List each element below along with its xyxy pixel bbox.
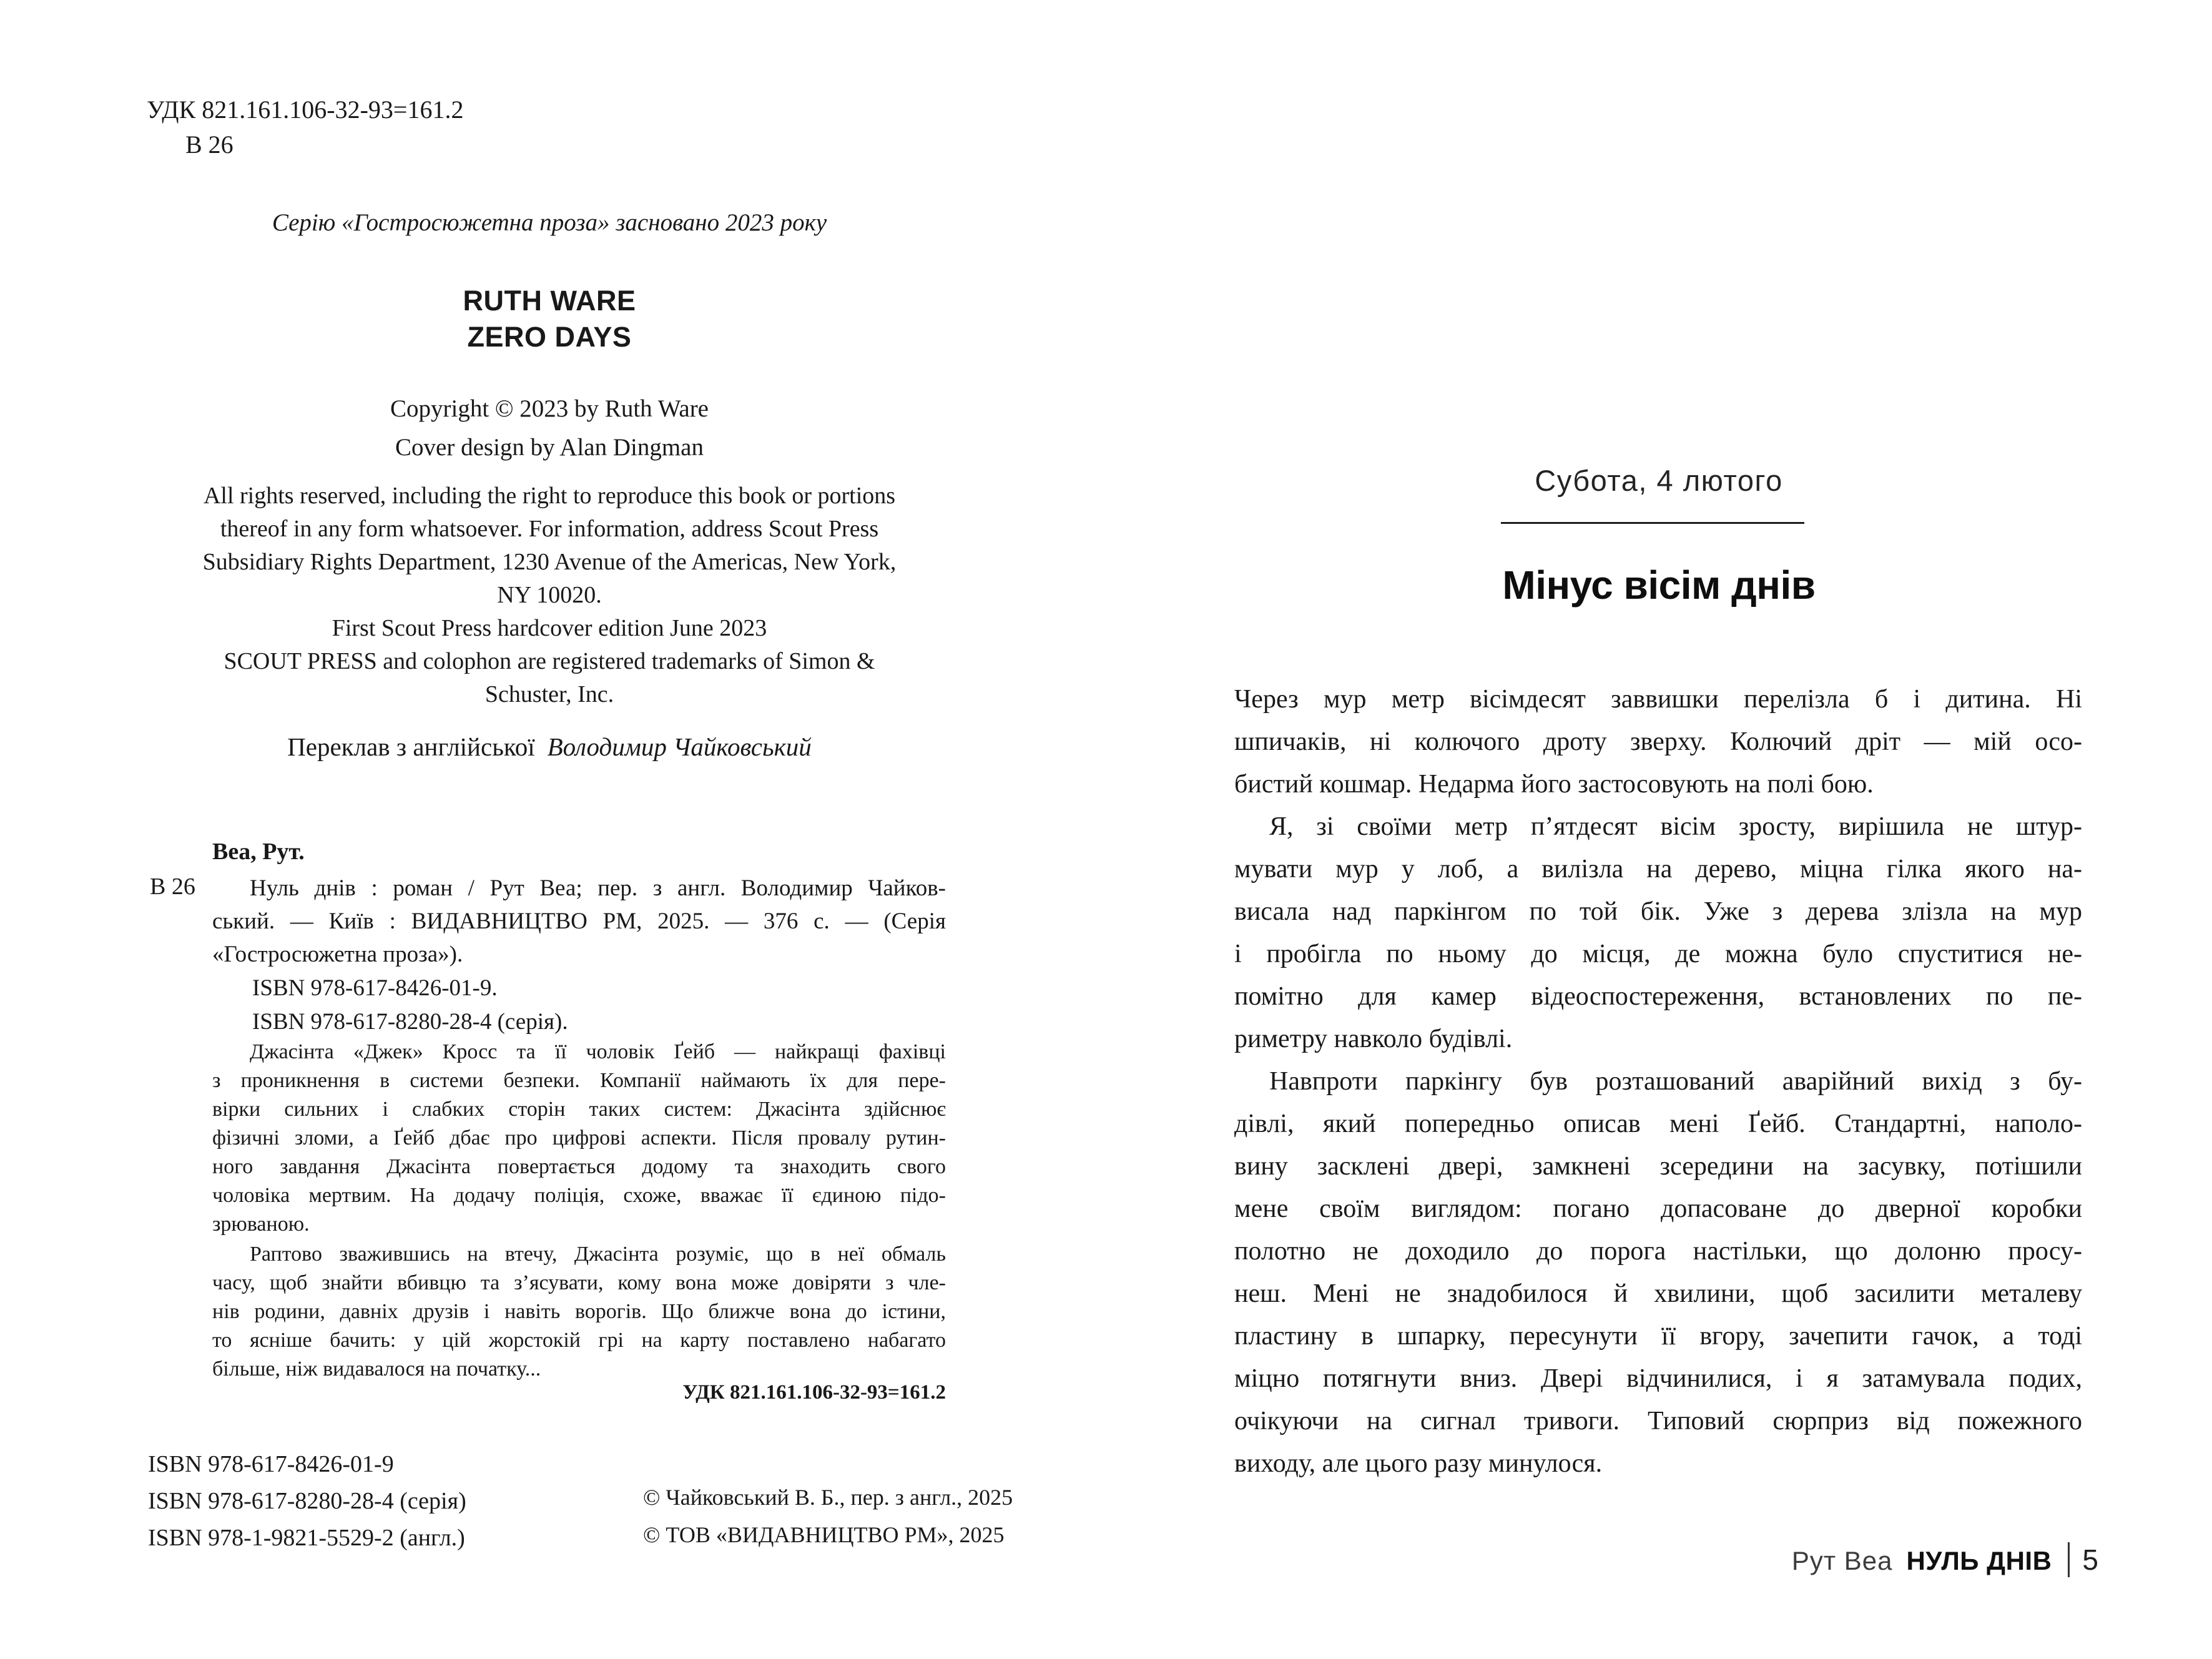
series-founding-note: Серію «Гостросюжетна проза» засновано 2023 року (272, 209, 827, 236)
text-line: мувати мур у лоб, а вилізла на дерево, міцна гілка якого на- (1234, 855, 2082, 884)
text-line: ISBN 978-1-9821-5529-2 (англ.) (148, 1525, 465, 1551)
original-author-name: RUTH WARE (463, 285, 636, 317)
text-line: © ТОВ «ВИДАВНИЦТВО РМ», 2025 (643, 1522, 1005, 1547)
translator-label: Переклав з англійської (287, 732, 535, 761)
rights-reserved-block (150, 480, 949, 711)
text-line: Нуль днів : роман / Рут Веа; пер. з англ. Володимир Чайков- (250, 875, 946, 901)
text-line: ISBN 978-617-8280-28-4 (серія). (252, 1009, 568, 1035)
text-line: висала над паркінгом по той бік. Уже з дерева злізла на мур (1234, 897, 2082, 926)
cover-design-credit: Cover design by Alan Dingman (395, 434, 704, 461)
text-line: очікуючи на сигнал тривоги. Типовий сюрприз від пожежного (1234, 1407, 2082, 1435)
text-line: All rights reserved, including the right to reproduce this book or portions (203, 483, 896, 509)
text-line: ISBN 978-617-8280-28-4 (серія) (148, 1488, 466, 1514)
text-line: чоловіка мертвим. На додачу поліція, схоже, вважає її єдиною підо- (212, 1184, 946, 1207)
catalog-author-code: В 26 (150, 874, 195, 900)
text-line: вину засклені двері, замкнені зсередини на засувку, потішили (1234, 1152, 2082, 1181)
text-line: SCOUT PRESS and colophon are registered trademarks of Simon & (224, 648, 875, 674)
text-line: риметру навколо будівлі. (1234, 1025, 1513, 1053)
text-line: бистий кошмар. Недарма його застосовують на полі бою. (1234, 770, 1874, 799)
chapter-body-text (1234, 678, 2082, 1485)
text-line: міцно потягнути вниз. Двері відчинилися, і я затамувала подих, (1234, 1364, 2082, 1393)
text-line: то ясніше бачить: у цій жорстокій грі на карту поставлено набагато (212, 1329, 946, 1352)
text-line: пластину в шпарку, пересунути її вгору, зачепити гачок, а тоді (1234, 1322, 2082, 1351)
copyright-notice: Copyright © 2023 by Ruth Ware (390, 395, 709, 422)
text-line: шпичаків, ні колючого дроту зверху. Колючий дріт — мій осо- (1234, 727, 2082, 756)
footer-separator (2068, 1542, 2070, 1577)
text-line: Навпроти паркінгу був розташований аварійний вихід з бу- (1269, 1067, 2082, 1096)
catalog-isbn-lines (252, 972, 568, 1039)
text-line: Раптово зважившись на втечу, Джасінта розуміє, що в неї обмаль (250, 1243, 946, 1266)
text-line: виходу, але цього разу минулося. (1234, 1449, 1603, 1478)
text-line: нів родини, давніх друзів і навіть ворогів. Що ближче вона до істини, (212, 1300, 946, 1323)
text-line: Subsidiary Rights Department, 1230 Avenue of the Americas, New York, (202, 549, 897, 575)
original-book-title: ZERO DAYS (467, 321, 632, 353)
text-line: ISBN 978-617-8426-01-9. (252, 975, 498, 1001)
body-paragraph (1234, 1060, 2082, 1485)
body-paragraph (1234, 805, 2082, 1060)
text-line: © Чайковський В. Б., пер. з англ., 2025 (643, 1485, 1013, 1510)
text-line: мене своїм виглядом: погано допасоване до дверної коробки (1234, 1194, 2082, 1223)
text-line: Schuster, Inc. (484, 681, 614, 707)
text-line: thereof in any form whatsoever. For information, address Scout Press (220, 516, 879, 542)
chapter-date-header: Субота, 4 лютого (1535, 464, 1783, 497)
text-line: полотно не доходило до порога настільки, що долоню просу- (1234, 1237, 2082, 1266)
footer-book-title: НУЛЬ ДНІВ (1906, 1546, 2052, 1575)
running-footer (1234, 1542, 2098, 1577)
text-line: зрюваною. (212, 1213, 310, 1236)
text-line: дівлі, який попередньо описав мені Ґейб. Стандартні, наполо- (1234, 1110, 2082, 1138)
text-line: ISBN 978-617-8426-01-9 (148, 1451, 394, 1477)
text-line: вірки сильних і слабких сторін таких систем: Джасінта здійснює (212, 1098, 946, 1121)
footer-author: Рут Веа (1791, 1546, 1893, 1575)
catalog-entry (212, 872, 946, 971)
text-line: Джасінта «Джек» Кросс та її чоловік Ґейб — найкращі фахівці (250, 1040, 946, 1063)
chapter-divider-rule (1501, 522, 1804, 524)
footer-page-number: 5 (2082, 1543, 2098, 1576)
text-line: Я, зі своїми метр п’ятдесят вісім зросту, вирішила не штур- (1269, 812, 2082, 841)
udk-classification-bottom: УДК 821.161.106-32-93=161.2 (682, 1381, 946, 1404)
text-line: Через мур метр вісімдесят заввишки перелізла б і дитина. Ні (1234, 685, 2082, 714)
translator-credit (150, 732, 949, 762)
text-line: часу, щоб знайти вбивцю та з’ясувати, кому вона може довіряти з чле- (212, 1271, 946, 1294)
body-paragraph (1234, 678, 2082, 805)
text-line: помітно для камер відеоспостереження, встановлених по пе- (1234, 982, 2082, 1011)
annotation-paragraph-1 (212, 1038, 946, 1239)
isbn-block (148, 1446, 466, 1557)
text-line: NY 10020. (497, 582, 602, 608)
chapter-title: Мінус вісім днів (1502, 563, 1816, 608)
text-line: неш. Мені не знадобилося й хвилини, щоб засилити металеву (1234, 1279, 2082, 1308)
catalog-author: Веа, Рут. (212, 839, 305, 865)
text-line: ного завдання Джасінта повертається додому та знаходить свого (212, 1155, 946, 1178)
text-line: з проникнення в системи безпеки. Компанії наймають їх для пере- (212, 1069, 946, 1092)
text-line: First Scout Press hardcover edition June 2023 (332, 615, 767, 641)
publisher-copyright-block (643, 1479, 1013, 1553)
text-line: більше, ніж видавалося на початку... (212, 1357, 541, 1381)
text-line: і пробігла по ньому до місця, де можна було спуститися не- (1234, 940, 2082, 968)
translator-name: Володимир Чайковський (547, 732, 812, 761)
udk-classification-top: УДК 821.161.106-32-93=161.2 (147, 96, 464, 124)
text-line: ський. — Київ : ВИДАВНИЦТВО РМ, 2025. — 376 с. — (Серія (212, 908, 946, 934)
text-line: «Гостросюжетна проза»). (212, 942, 463, 967)
author-code-top: В 26 (185, 130, 233, 159)
text-line: фізичні зломи, а Ґейб дбає про цифрові аспекти. Після провалу рутин- (212, 1126, 946, 1149)
annotation-paragraph-2 (212, 1240, 946, 1384)
